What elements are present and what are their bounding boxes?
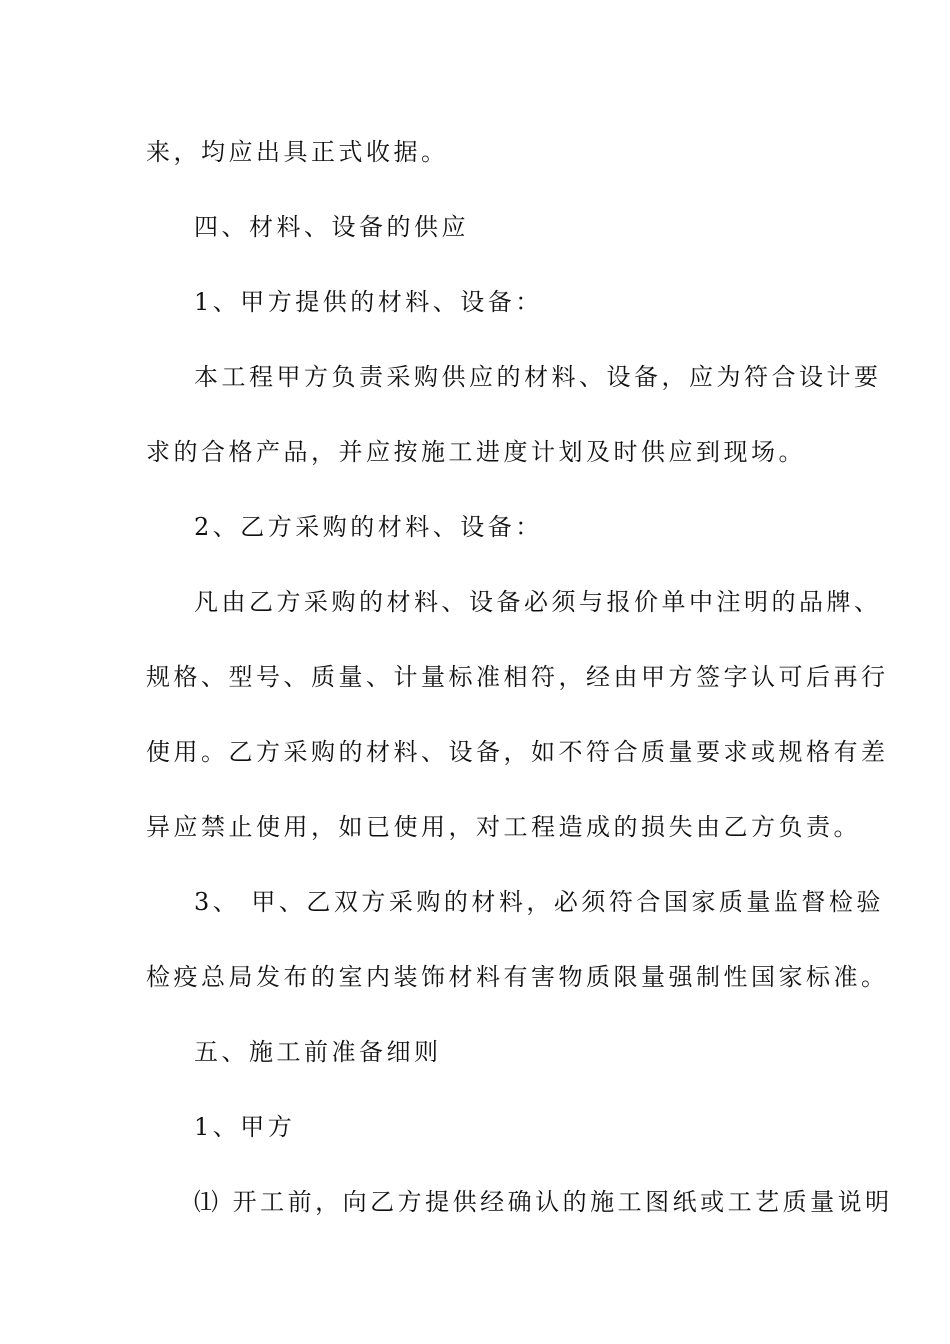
paragraph-line: 凡由乙方采购的材料、设备必须与报价单中注明的品牌、 [194,588,882,616]
subsection-heading: 1、甲方 [194,1113,296,1141]
paragraph-line: ⑴ 开工前，向乙方提供经确认的施工图纸或工艺质量说明 [194,1188,893,1216]
paragraph-line: 来，均应出具正式收据。 [146,138,449,166]
paragraph-line: 使用。乙方采购的材料、设备，如不符合质量要求或规格有差 [146,738,889,766]
paragraph-line: 规格、型号、质量、计量标准相符，经由甲方签字认可后再行 [146,663,889,691]
paragraph-line: 异应禁止使用，如已使用，对工程造成的损失由乙方负责。 [146,813,861,841]
paragraph-line: 3、 甲、乙双方采购的材料，必须符合国家质量监督检验 [194,888,884,916]
paragraph-line: 本工程甲方负责采购供应的材料、设备，应为符合设计要 [194,363,882,391]
section-heading: 四、材料、设备的供应 [194,213,469,241]
subsection-heading: 2、乙方采购的材料、设备： [194,513,543,541]
paragraph-line: 检疫总局发布的室内装饰材料有害物质限量强制性国家标准。 [146,963,889,991]
subsection-heading: 1、甲方提供的材料、设备： [194,288,543,316]
section-heading: 五、施工前准备细则 [194,1038,442,1066]
paragraph-line: 求的合格产品，并应按施工进度计划及时供应到现场。 [146,438,806,466]
